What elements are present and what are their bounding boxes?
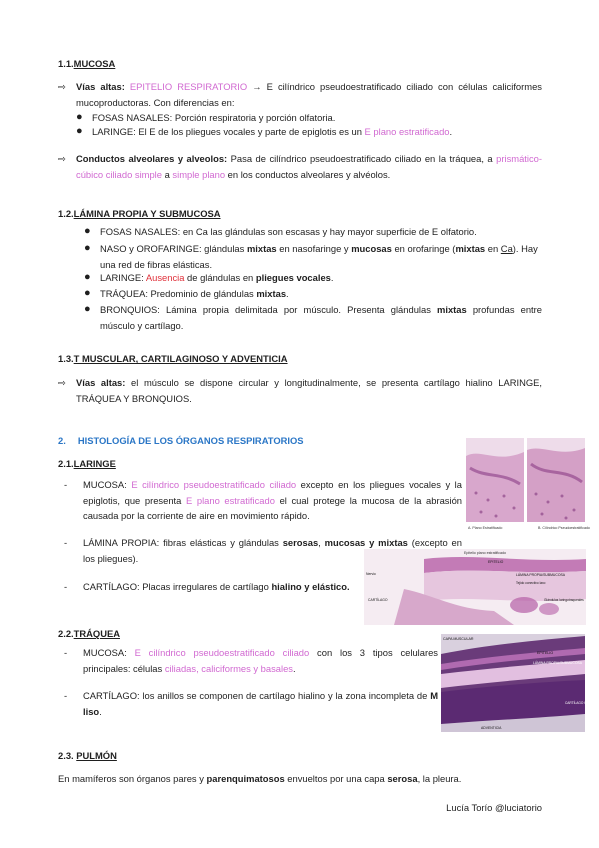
svg-text:Tejido conectivo laxo: Tejido conectivo laxo: [516, 581, 546, 585]
list-item: ● BRONQUIOS: Lámina propia delimitada por músculo. Presenta glándulas mixtas profundas entre músculo y cartílago.: [84, 303, 542, 331]
para-pulmon: En mamíferos son órganos pares y parenquimatosos envueltos por una capa serosa, la pleura.: [58, 773, 462, 784]
svg-text:CARTÍLAGO HIALINO: CARTÍLAGO HIALINO: [565, 701, 598, 705]
list-item: ● LARINGE: El E de los pliegues vocales y parte de epiglotis es un E plano estratificado.: [76, 124, 542, 140]
svg-text:EPITELIO: EPITELIO: [488, 560, 504, 564]
bullet-icon: ●: [76, 125, 83, 137]
bullet-icon: ●: [76, 111, 83, 123]
list-item: - MUCOSA: E cilíndrico pseudoestratificado ciliado con los 3 tipos celulares principales: células ciliadas, caliciformes y basales.: [64, 647, 438, 674]
bullet-icon: ●: [84, 287, 91, 299]
arrow-bullet-icon: ⇨: [58, 81, 66, 92]
heading-histologia: 2. HISTOLOGÍA DE LOS ÓRGANOS RESPIRATORIOS: [58, 435, 304, 446]
svg-text:ADVENTICIA: ADVENTICIA: [481, 726, 502, 730]
svg-text:LÁMINA PROPIA/SUBMUCOSA: LÁMINA PROPIA/SUBMUCOSA: [516, 573, 565, 577]
list-item: - LÁMINA PROPIA: fibras elásticas y glándulas serosas, mucosas y mixtas (excepto en los pliegues).: [64, 537, 462, 564]
para-vias-altas-muscular: ⇨ Vías altas: el músculo se dispone circular y longitudinalmente, se presenta cartílago hialino LARINGE, TRÁQUEA Y BRONQUIOS.: [58, 377, 542, 404]
micrograph-laringe-seccion: [364, 549, 586, 625]
list-item: ● FOSAS NASALES: Porción respiratoria y porción olfatoria.: [76, 110, 542, 126]
bullet-icon: ●: [84, 303, 91, 315]
arrow-bullet-icon: ⇨: [58, 377, 66, 388]
heading-mucosa: 1.1.MUCOSA: [58, 58, 116, 69]
heading-lamina-propia: 1.2.LÁMINA PROPIA Y SUBMUCOSA: [58, 208, 221, 219]
heading-t-muscular: 1.3.T MUSCULAR, CARTILAGINOSO Y ADVENTICIA: [58, 353, 288, 364]
svg-text:CAPA MUSCULAR: CAPA MUSCULAR: [443, 637, 474, 641]
svg-text:EPITELIO: EPITELIO: [537, 651, 554, 655]
heading-laringe: 2.1.LARINGE: [58, 458, 116, 469]
figure-label: B. Cilíndrico Pseudoestratificado: [538, 526, 590, 530]
micrograph-laringe-epitelio: [466, 438, 590, 532]
heading-pulmon: 2.3. PULMÓN: [58, 750, 117, 761]
list-item: ● TRÁQUEA: Predominio de glándulas mixtas.: [84, 286, 542, 302]
list-item: - MUCOSA: E cilíndrico pseudoestratificado ciliado excepto en los pliegues vocales y la epiglotis, que presenta E plano estratificado el cual protege la mucosa de la abrasión causada por la corriente de aire en movimiento rápido.: [64, 479, 462, 521]
figure-label: A. Plano Estratificado: [468, 526, 503, 530]
svg-text:Nervio: Nervio: [366, 572, 376, 576]
arrow-bullet-icon: ⇨: [58, 153, 66, 164]
svg-text:Epitelio plano estratificado: Epitelio plano estratificado: [464, 551, 506, 555]
bullet-icon: ●: [84, 242, 91, 254]
micrograph-traquea: [441, 634, 598, 732]
list-item: ● LARINGE: Ausencia de glándulas en pliegues vocales.: [84, 270, 542, 286]
svg-text:CARTÍLAGO: CARTÍLAGO: [368, 598, 388, 602]
list-item: - CARTÍLAGO: los anillos se componen de cartílago hialino y la zona incompleta de M liso.: [64, 690, 438, 717]
svg-text:Glándulas laringotraqueales: Glándulas laringotraqueales: [544, 598, 584, 602]
para-conductos-alveolares: ⇨ Conductos alveolares y alveolos: Pasa de cilíndrico pseudoestratificado ciliado en la tráquea, a prismático-cúbico ciliado simple a simple plano en los conductos alveolares y alvéolos.: [58, 153, 542, 180]
para-vias-altas: ⇨ Vías altas: EPITELIO RESPIRATORIO → E cilíndrico pseudoestratificado ciliado con células caliciformes mucoproductoras. Con diferencias en:: [58, 81, 542, 108]
svg-text:LÁMINA PROPIA/SUBMUCOSA: LÁMINA PROPIA/SUBMUCOSA: [533, 661, 582, 665]
footer-author: Lucía Torío @luciatorio: [446, 802, 542, 813]
bullet-icon: ●: [84, 225, 91, 237]
list-item: ● NASO y OROFARINGE: glándulas mixtas en nasofaringe y mucosas en orofaringe (mixtas en Ca). Hay una red de fibras elásticas.: [84, 242, 538, 270]
list-item: - CARTÍLAGO: Placas irregulares de cartílago hialino y elástico.: [64, 581, 350, 592]
heading-traquea: 2.2.TRÁQUEA: [58, 628, 120, 639]
list-item: ● FOSAS NASALES: en Ca las glándulas son escasas y hay mayor superficie de E olfatorio.: [84, 224, 542, 240]
bullet-icon: ●: [84, 271, 91, 283]
